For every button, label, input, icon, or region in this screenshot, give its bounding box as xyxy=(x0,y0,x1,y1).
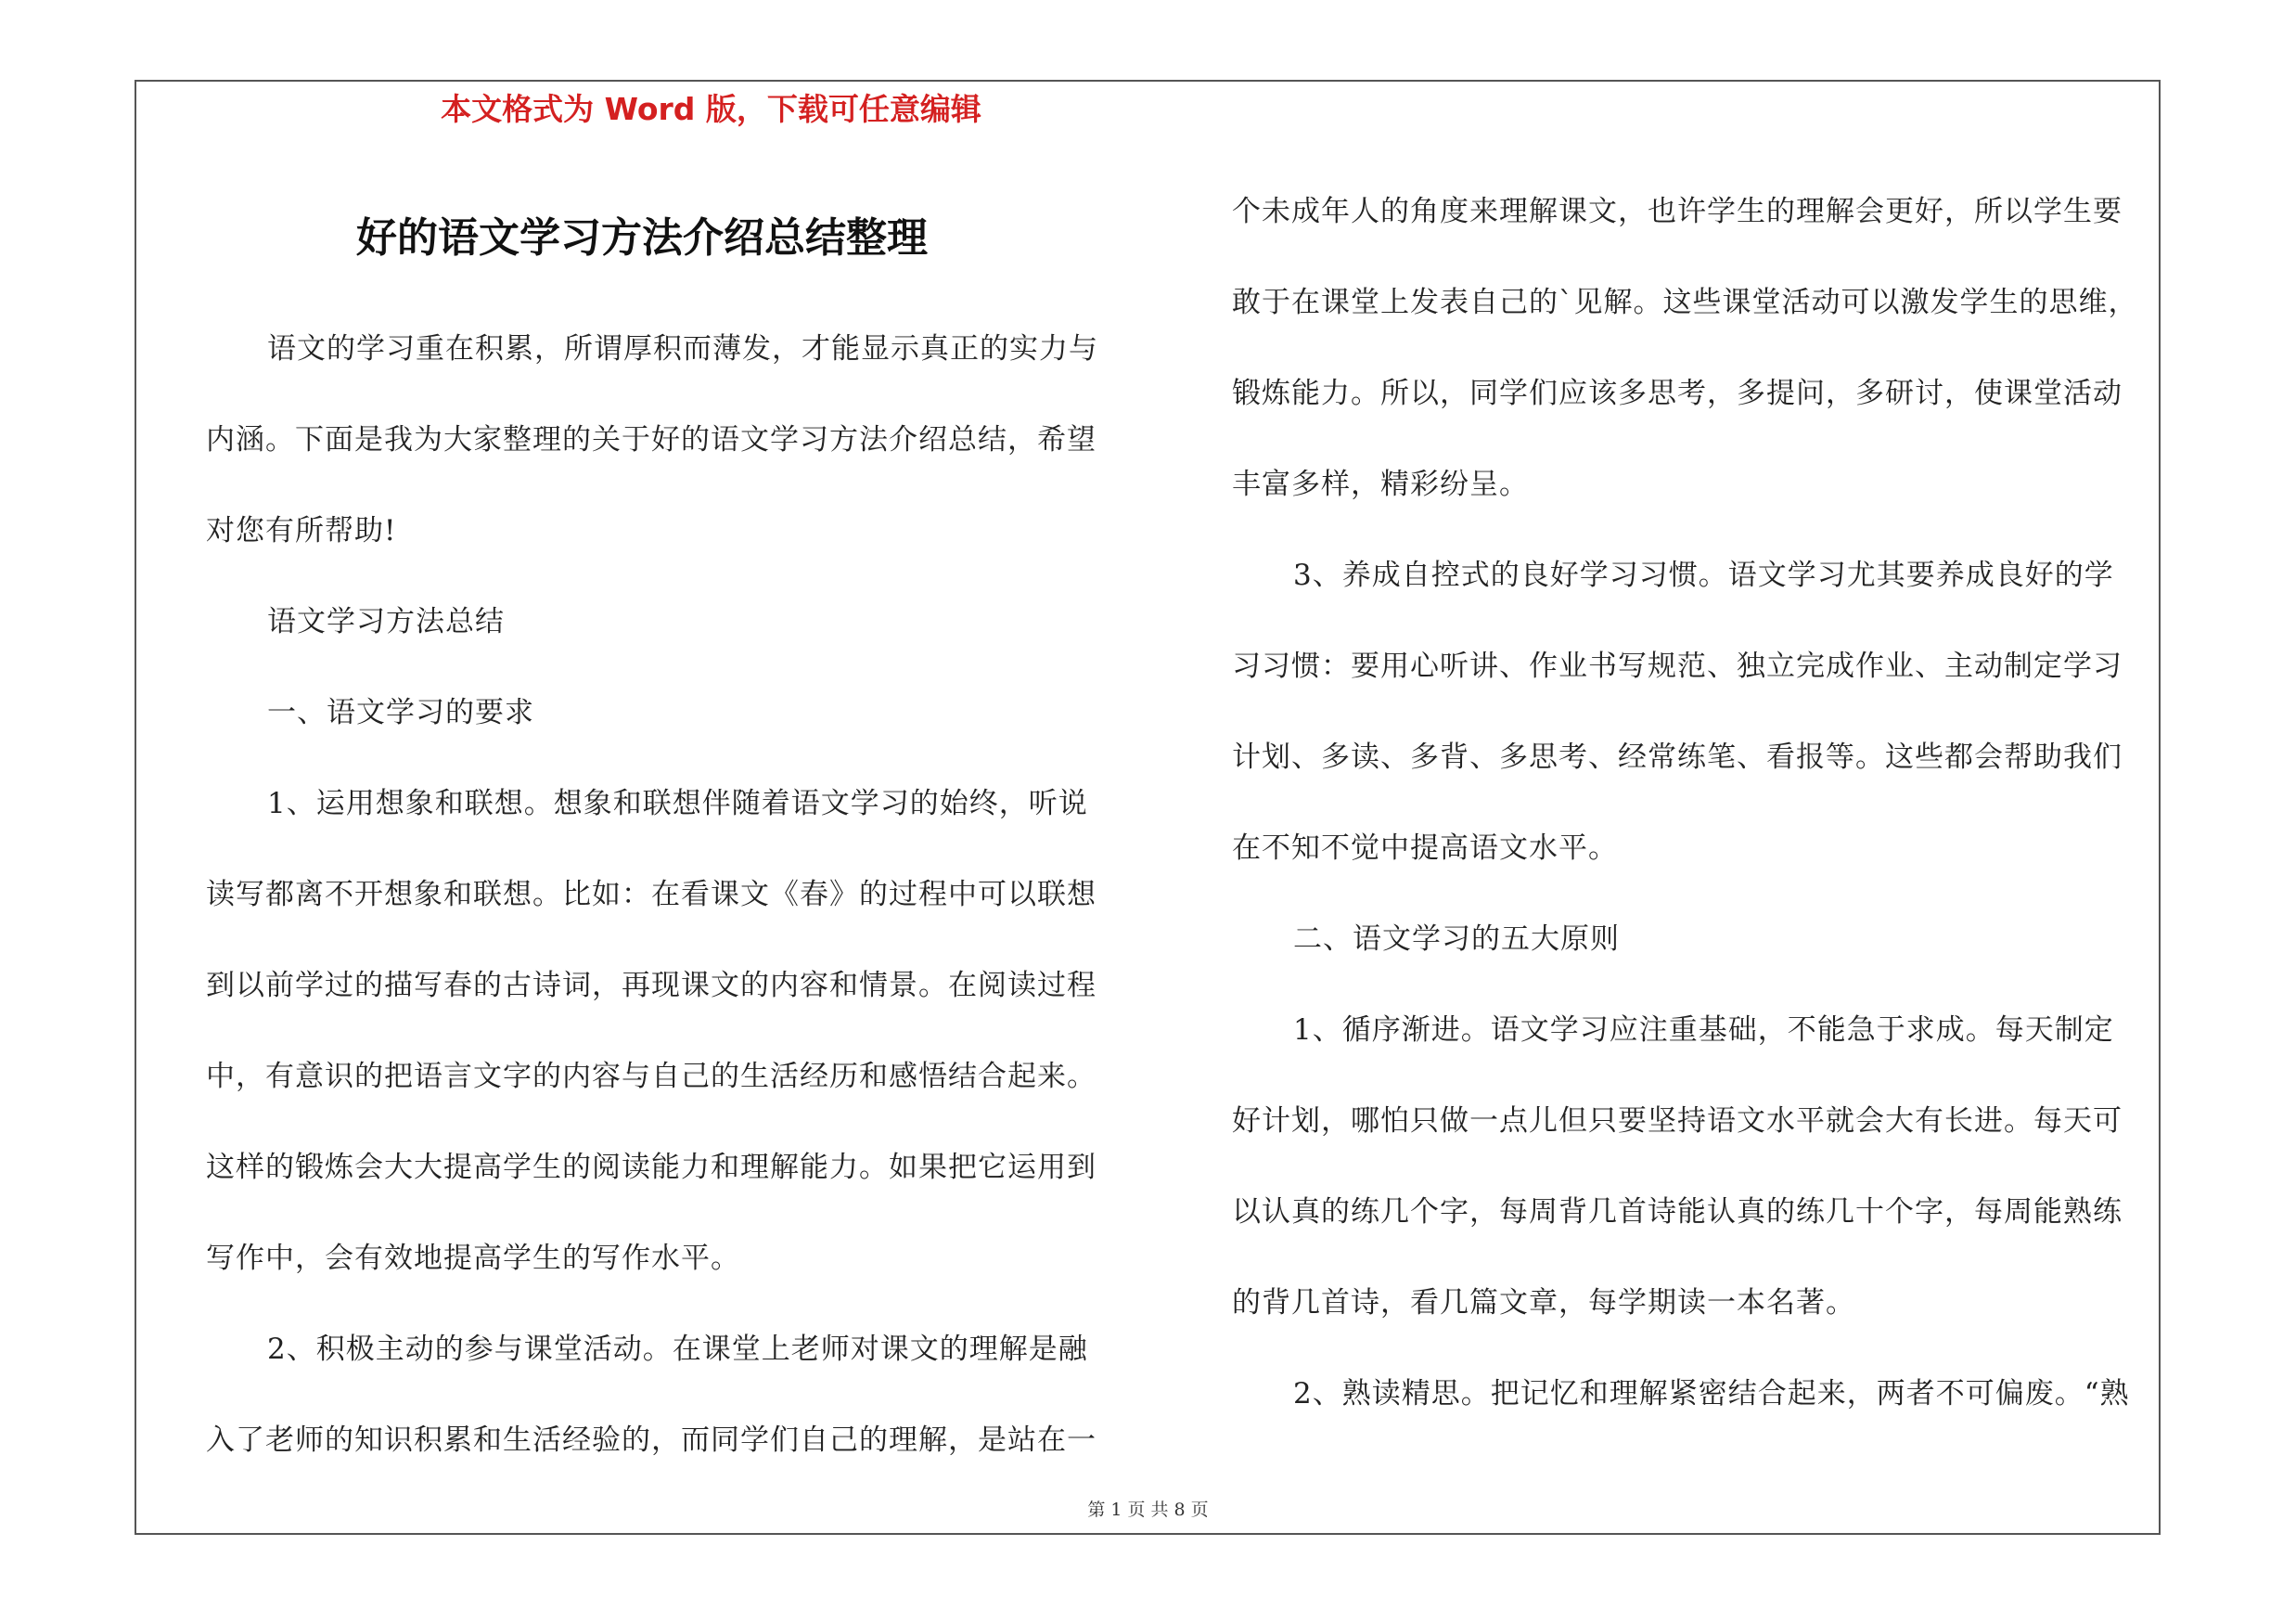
paragraph-line: 计划、多读、多背、多思考、经常练笔、看报等。这些都会帮助我们 xyxy=(1232,741,2123,774)
paragraph-line: 对您有所帮助! xyxy=(206,514,397,547)
paragraph-line: 到以前学过的描写春的古诗词，再现课文的内容和情景。在阅读过程 xyxy=(206,969,1097,1002)
paragraph-line: 2、熟读精思。把记忆和理解紧密结合起来，两者不可偏废。“熟 xyxy=(1293,1377,2130,1410)
paragraph-line: 这样的锻炼会大大提高学生的阅读能力和理解能力。如果把它运用到 xyxy=(206,1151,1097,1184)
page-number-footer: 第 1 页 共 8 页 xyxy=(1087,1500,1209,1520)
left-column xyxy=(206,323,1124,1505)
paragraph-line: 内涵。下面是我为大家整理的关于好的语文学习方法介绍总结，希望 xyxy=(206,423,1097,457)
paragraph-line: 以认真的练几个字，每周背几首诗能认真的练几十个字，每周能熟练 xyxy=(1232,1195,2123,1229)
right-column xyxy=(1232,186,2150,1459)
paragraph-line: 个未成年人的角度来理解课文，也许学生的理解会更好，所以学生要 xyxy=(1232,195,2123,228)
section-heading: 一、语文学习的要求 xyxy=(267,696,534,729)
paragraph-line: 在不知不觉中提高语文水平。 xyxy=(1232,831,1618,865)
paragraph-line: 中，有意识的把语言文字的内容与自己的生活经历和感悟结合起来。 xyxy=(206,1060,1097,1093)
paragraph-line: 读写都离不开想象和联想。比如：在看课文《春》的过程中可以联想 xyxy=(206,878,1097,911)
paragraph-line: 1、运用想象和联想。想象和联想伴随着语文学习的始终，听说 xyxy=(267,787,1088,820)
paragraph-line: 丰富多样，精彩纷呈。 xyxy=(1232,468,1529,501)
section-heading: 语文学习方法总结 xyxy=(267,605,505,638)
document-title: 好的语文学习方法介绍总结整理 xyxy=(356,214,928,262)
format-banner: 本文格式为 Word 版，下载可任意编辑 xyxy=(441,91,981,127)
paragraph-line: 3、养成自控式的良好学习习惯。语文学习尤其要养成良好的学 xyxy=(1293,559,2114,592)
paragraph-line: 入了老师的知识积累和生活经验的，而同学们自己的理解，是站在一 xyxy=(206,1423,1097,1457)
paragraph-line: 语文的学习重在积累，所谓厚积而薄发，才能显示真正的实力与 xyxy=(267,332,1098,366)
paragraph-line: 锻炼能力。所以，同学们应该多思考，多提问，多研讨，使课堂活动 xyxy=(1232,377,2123,410)
paragraph-line: 敢于在课堂上发表自己的`见解。这些课堂活动可以激发学生的思维， xyxy=(1232,286,2138,319)
paragraph-line: 1、循序渐进。语文学习应注重基础，不能急于求成。每天制定 xyxy=(1293,1013,2114,1047)
paragraph-line: 好计划，哪怕只做一点儿但只要坚持语文水平就会大有长进。每天可 xyxy=(1232,1104,2123,1138)
paragraph-line: 2、积极主动的参与课堂活动。在课堂上老师对课文的理解是融 xyxy=(267,1333,1088,1366)
paragraph-line: 习习惯：要用心听讲、作业书写规范、独立完成作业、主动制定学习 xyxy=(1232,650,2123,683)
section-heading: 二、语文学习的五大原则 xyxy=(1293,922,1620,956)
paragraph-line: 的背几首诗，看几篇文章，每学期读一本名著。 xyxy=(1232,1286,1855,1320)
paragraph-line: 写作中，会有效地提高学生的写作水平。 xyxy=(206,1242,740,1275)
